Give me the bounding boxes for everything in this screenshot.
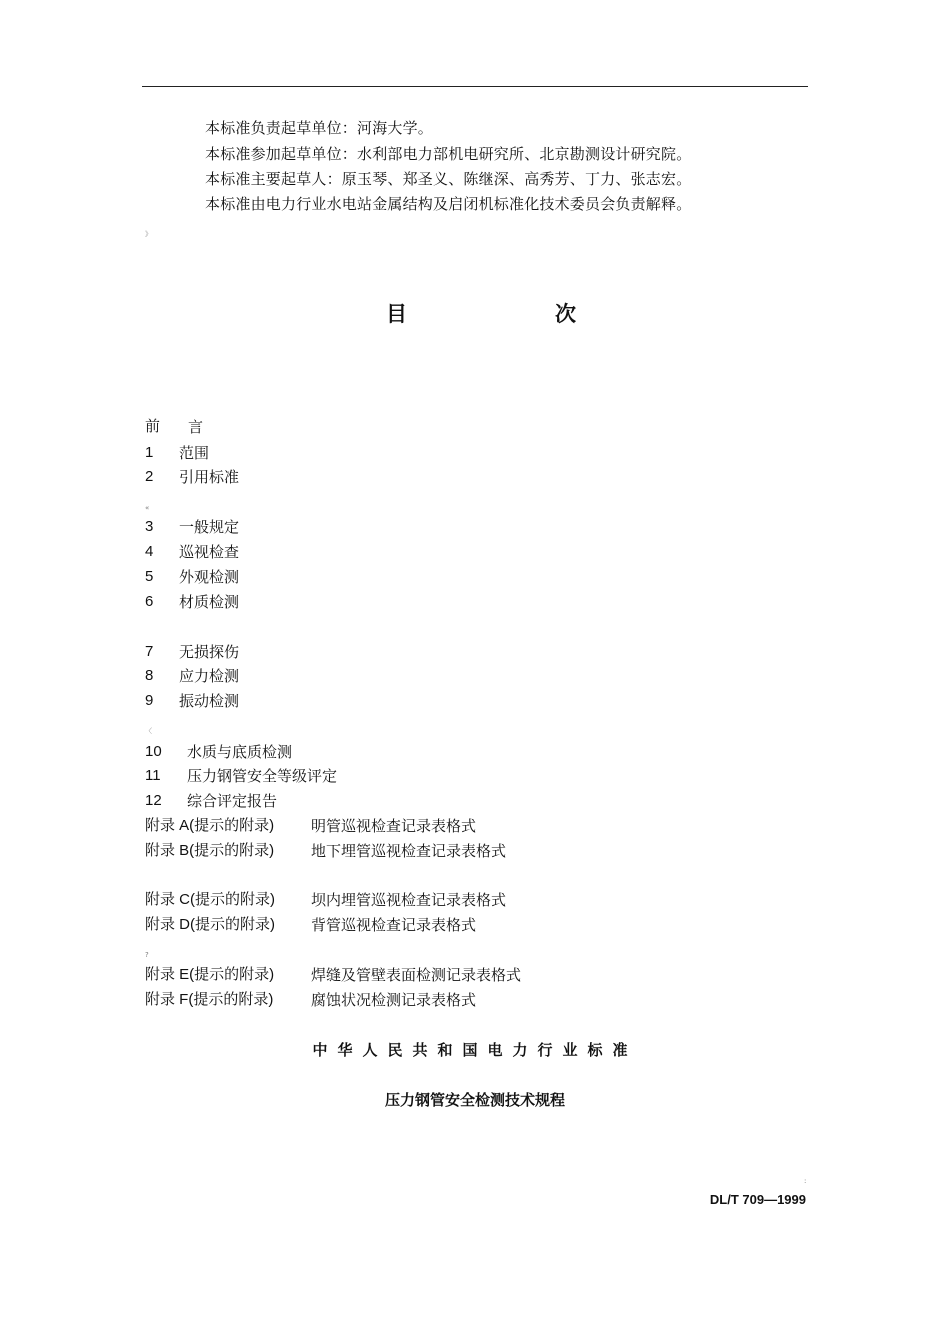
toc-item-number: 7	[145, 643, 154, 660]
toc-item-title: 无损探伤	[179, 643, 240, 661]
toc-item-number: 附录 F(提示的附录)	[145, 991, 274, 1008]
toc-item-title: 明管巡视检查记录表格式	[311, 817, 477, 835]
toc-item-number: 附录 E(提示的附录)	[145, 966, 275, 983]
toc-item-title: 外观检测	[179, 568, 240, 586]
toc-title	[386, 300, 576, 328]
toc-item-number: 10	[145, 743, 162, 760]
toc-item-number: 附录 A(提示的附录)	[145, 817, 275, 834]
toc-item-number: 附录 C(提示的附录)	[145, 891, 275, 908]
toc-item-title: 范围	[179, 444, 210, 462]
toc-item-number: 附录 B(提示的附录)	[145, 842, 275, 859]
toc-item-title: 巡视检查	[179, 543, 240, 561]
toc-item-title: 言	[188, 418, 204, 436]
toc-item-title: 地下埋管巡视检查记录表格式	[311, 842, 507, 860]
scan-mark: «	[145, 504, 150, 512]
toc-item-number: 4	[145, 543, 154, 560]
document-title: 压力钢管安全检测技术规程	[384, 1091, 565, 1109]
toc-item-number: 8	[145, 667, 154, 684]
toc-item-number: 6	[145, 593, 154, 610]
toc-item-number: 3	[145, 518, 154, 535]
participating-unit-line: 本标准参加起草单位：水利部电力部机电研究所、北京勘测设计研究院。	[205, 145, 692, 163]
toc-item-title: 背管巡视检查记录表格式	[311, 916, 477, 934]
toc-item-number: 11	[145, 767, 161, 784]
scan-mark: 〈	[145, 727, 152, 735]
scan-mark: 》	[145, 230, 152, 238]
toc-item-number: 12	[145, 792, 162, 809]
toc-item-title: 材质检测	[179, 593, 240, 611]
scan-mark: :	[804, 1177, 807, 1185]
interpretation-line: 本标准由电力行业水电站金属结构及启闭机标准化技术委员会负责解释。	[205, 195, 692, 213]
toc-item-number: 2	[145, 468, 154, 485]
toc-item-title: 腐蚀状况检测记录表格式	[311, 991, 477, 1009]
toc-item-number: 1	[145, 444, 154, 461]
toc-title-left: 目	[386, 302, 407, 326]
toc-item-title: 焊缝及管壁表面检测记录表格式	[311, 966, 522, 984]
main-drafters-line: 本标准主要起草人：原玉琴、郑圣义、陈继深、高秀芳、丁力、张志宏。	[205, 170, 692, 188]
toc-item-number: 前	[145, 418, 161, 435]
toc-item-number: 附录 D(提示的附录)	[145, 916, 275, 933]
toc-item-title: 应力检测	[179, 667, 240, 685]
toc-item-title: 一般规定	[179, 518, 240, 536]
standard-header: 中华人民共和国电力行业标准	[312, 1041, 638, 1059]
toc-title-right: 次	[555, 302, 576, 326]
scan-mark: ?	[145, 951, 149, 959]
toc-item-title: 振动检测	[179, 692, 240, 710]
toc-item-title: 综合评定报告	[187, 792, 278, 810]
toc-item-number: 5	[145, 568, 154, 585]
toc-item-number: 9	[145, 692, 154, 709]
document-code: DL/T 709—1999	[709, 1192, 806, 1207]
toc-item-title: 水质与底质检测	[187, 743, 293, 761]
toc-item-title: 坝内埋管巡视检查记录表格式	[311, 891, 507, 909]
header-rule	[142, 86, 808, 87]
toc-item-title: 压力钢管安全等级评定	[187, 767, 338, 785]
drafting-unit-line: 本标准负责起草单位：河海大学。	[205, 119, 434, 137]
toc-item-title: 引用标准	[179, 468, 240, 486]
